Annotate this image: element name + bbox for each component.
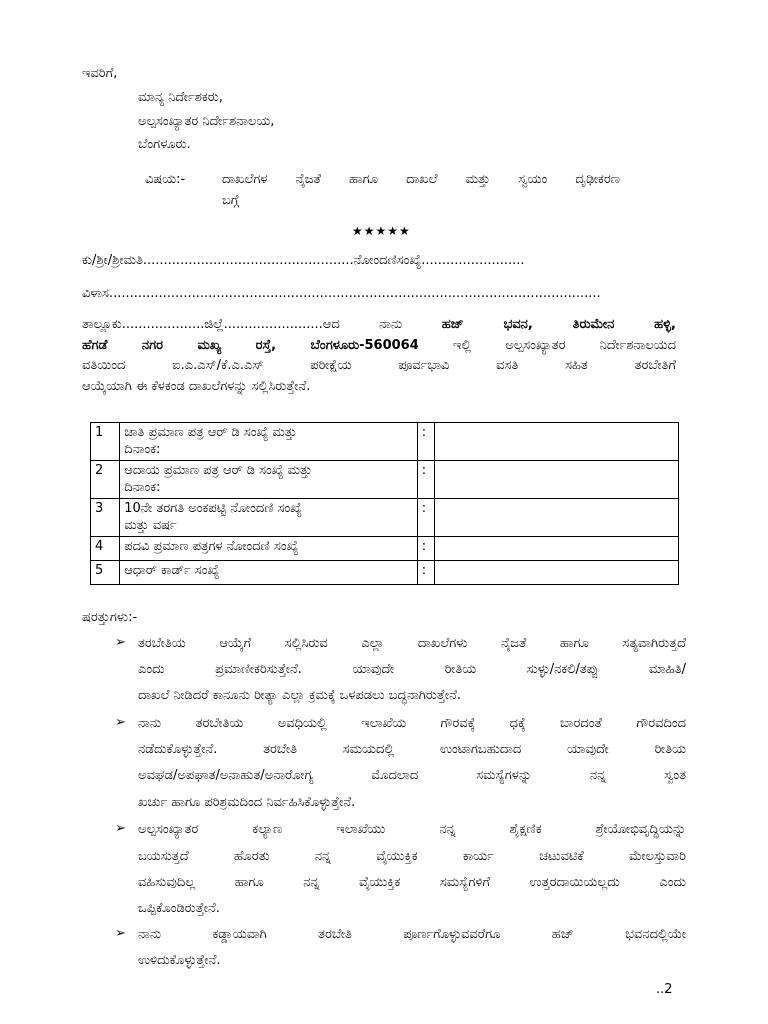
document-description — [120, 537, 418, 561]
document-description — [120, 461, 418, 499]
subject-line-2: ಬಗ್ಗೆ — [222, 193, 240, 208]
taluk-line — [82, 316, 676, 334]
entry-field[interactable] — [434, 423, 678, 461]
condition-2-line-4: ಖರ್ಚು ಹಾಗೂ ಪರಿಶ್ರಮದಿಂದ ನಿರ್ವಹಿಸಿಕೊಳ್ಳುತ್ತೇನೆ. — [138, 795, 356, 810]
address-line-3: ಬೆಂಗಳೂರು. — [138, 137, 191, 152]
row-number: 2 — [91, 461, 120, 499]
condition-4-line-2: ಉಳಿದುಕೊಳ್ಳುತ್ತೇನೆ. — [138, 953, 221, 968]
row-number: 4 — [91, 537, 120, 561]
haj-bhavan-address-bold: ಹಜ್ ಭವನ, ತಿರುಮೇನ ಹಳ್ಳಿ, — [441, 317, 676, 332]
condition-2-line-2: ನಡೆದುಕೊಳ್ಳುತ್ತೇನೆ. ತರಬೇತಿ ಸಮಯದಲ್ಲಿ ಉಂಟಾಗಬಹುದಾದ ಯಾವುದೇ ರೀತಿಯ — [138, 742, 686, 757]
subject-line-1: ದಾಖಲೆಗಳ ನೈಜತೆ ಹಾಗೂ ದಾಖಲೆ ಮತ್ತು ಸ್ವಯಂ ದೃಢೀಕರಣ — [222, 172, 620, 187]
condition-2-line-1: ನಾನು ತರಬೇತಿಯ ಅವಧಿಯಲ್ಲಿ ಇಲಾಖೆಯ ಗೌರವಕ್ಕೆ ಧಕ್ಕೆ ಬಾರದಂತೆ ಗೌರವದಿಂದ — [138, 716, 686, 731]
training-line: ವತಿಯಿಂದ ಐ.ಎ.ಎಸ್/ಕೆ.ಎ.ಎಸ್ ಪರೀಕ್ಷೆಯ ಪೂರ್ವಭಾವಿ ವಸತಿ ಸಹಿತ ತರಬೇತಿಗೆ — [82, 358, 676, 373]
document-description — [120, 423, 418, 461]
separator-stars: ★★★★★ — [352, 224, 411, 238]
description-line-1: 10ನೇ ತರಗತಿ ಅಂಕಪಟ್ಟಿ ನೋಂದಣಿ ಸಂಖ್ಯೆ — [124, 501, 303, 516]
bullet-arrow-icon: ➢ — [115, 821, 126, 836]
bullet-arrow-icon: ➢ — [115, 715, 126, 730]
colon-separator: : — [417, 561, 434, 585]
address-field-line: ವಿಳಾಸ....................................................................................................................... — [82, 286, 601, 301]
address-line-2: ಅಲ್ಪಸಂಖ್ಯಾತರ ನಿರ್ದೇಶನಾಲಯ, — [138, 114, 275, 129]
description-line-2: ಮತ್ತು ವರ್ಷ — [124, 518, 177, 533]
entry-field[interactable] — [434, 461, 678, 499]
colon-separator: : — [417, 537, 434, 561]
directorate-text: ಇಲ್ಲಿ ಅಲ್ಪಸಂಖ್ಯಾತರ ನಿರ್ದೇಶನಾಲಯದ — [452, 338, 676, 353]
description-line-2: ದಿನಾಂಕ: — [124, 480, 161, 495]
description-line-1: ಪದವಿ ಪ್ರಮಾಣ ಪತ್ರಗಳ ನೋಂದಣಿ ಸಂಖ್ಯೆ — [124, 539, 299, 554]
condition-4-line-1: ನಾನು ಕಡ್ಡಾಯವಾಗಿ ತರಬೇತಿ ಪೂರ್ಣಗೊಳ್ಳುವವರೆಗೂ ಹಜ್ ಭವನದಲ್ಲಿಯೇ — [138, 927, 686, 942]
condition-3-line-3: ವಹಿಸುವುದಿಲ್ಲ ಹಾಗೂ ನನ್ನ ವೈಯುಕ್ತಿಕ ಸಮಸ್ಯೆಗಳಿಗೆ ಉತ್ತರದಾಯಿಯಲ್ಲದು ಎಂದು — [138, 875, 686, 890]
addressee-heading: ಇವರಿಗೆ, — [82, 66, 118, 81]
condition-1-line-2: ಎಂದು ಪ್ರಮಾಣೀಕರಿಸುತ್ತೇನೆ. ಯಾವುದೇ ರೀತಿಯ ಸುಳ್ಳು/ನಕಲಿ/ತಪ್ಪು ಮಾಹಿತಿ/ — [138, 662, 686, 677]
condition-3-line-4: ಒಪ್ಪಿಕೊಂಡಿರುತ್ತೇನೆ. — [138, 901, 220, 916]
document-description — [120, 499, 418, 537]
address-line-1: ಮಾನ್ಯ ನಿರ್ದೇಶಕರು, — [138, 90, 223, 105]
table-row — [91, 461, 679, 499]
entry-field[interactable] — [434, 499, 678, 537]
table-row — [91, 499, 679, 537]
table-row — [91, 423, 679, 461]
condition-3-line-2: ಬಯಸುತ್ತದೆ ಹೊರತು ನನ್ನ ವೈಯುಕ್ತಿಕ ಕಾರ್ಯ ಚಟುವಟಿಕೆ ಮೇಲಸ್ತುವಾರಿ — [138, 849, 686, 864]
condition-1-line-3: ದಾಖಲೆ ನೀಡಿದರೆ ಕಾನೂನು ರೀತ್ಯಾ ಎಲ್ಲಾ ಕ್ರಮಕ್ಕೆ ಒಳಪಡಲು ಬದ್ಧನಾಗಿರುತ್ತೇನೆ. — [138, 688, 462, 703]
row-number: 5 — [91, 561, 120, 585]
colon-separator: : — [417, 461, 434, 499]
colon-separator: : — [417, 499, 434, 537]
taluk-district-text: ತಾಲ್ಲೂಕು....................ಜಿಲ್ಲೆ........................ಆದ ನಾನು — [82, 317, 403, 332]
bullet-arrow-icon: ➢ — [115, 926, 126, 941]
entry-field[interactable] — [434, 537, 678, 561]
row-number: 3 — [91, 499, 120, 537]
subject-label: ವಿಷಯ:- — [145, 172, 186, 187]
condition-1-line-1: ತರಬೇತಿಯ ಆಯ್ಕೆಗೆ ಸಲ್ಲಿಸಿರುವ ಎಲ್ಲಾ ದಾಖಲೆಗಳು ನೈಜತೆ ಹಾಗೂ ಸತ್ಯವಾಗಿರುತ್ತದೆ — [138, 636, 686, 651]
colon-separator: : — [417, 423, 434, 461]
hegde-address-bold: ಹೆಗಡೆ ನಗರ ಮಖ್ಯ ರಸ್ತೆ, ಬೆಂಗಳೂರು-560064 — [82, 338, 419, 353]
name-registration-line: ಕು/ಶ್ರೀ/ಶ್ರೀಮತಿ...................................................ನೋಂದಣಿಸಂಖ್ಯೆ......................... — [82, 253, 525, 268]
description-line-1: ಆದಾಯ ಪ್ರಮಾಣ ಪತ್ರ ಆರ್ ಡಿ ಸಂಖ್ಯೆ ಮತ್ತು — [124, 463, 313, 478]
submission-line: ಆಯ್ಕೆಯಾಗಿ ಈ ಕೆಳಕಂಡ ದಾಖಲೆಗಳನ್ನು ಸಲ್ಲಿಸಿರುತ್ತೇನೆ. — [82, 379, 311, 394]
description-line-2: ದಿನಾಂಕ: — [124, 442, 161, 457]
table-row — [91, 561, 679, 585]
document-description — [120, 561, 418, 585]
documents-table — [90, 422, 679, 585]
bullet-arrow-icon: ➢ — [115, 635, 126, 650]
table-row — [91, 537, 679, 561]
page-number: ..2 — [656, 982, 673, 997]
description-line-1: ಜಾತಿ ಪ್ರಮಾಣ ಪತ್ರ ಆರ್ ಡಿ ಸಂಖ್ಯೆ ಮತ್ತು — [124, 425, 297, 440]
conditions-heading: ಷರತ್ತುಗಳು:- — [82, 610, 138, 625]
row-number: 1 — [91, 423, 120, 461]
description-line-1: ಆಧಾರ್ ಕಾರ್ಡ್ ಸಂಖ್ಯೆ — [124, 563, 220, 578]
entry-field[interactable] — [434, 561, 678, 585]
condition-3-line-1: ಅಲ್ಪಸಂಖ್ಯಾತರ ಕಲ್ಯಾಣ ಇಲಾಖೆಯು ನನ್ನ ಶೈಕ್ಷಣಿಕ ಶ್ರೇಯೋಭಿವೃದ್ಧಿಯನ್ನು — [138, 822, 686, 837]
condition-2-line-3: ಅವಘಡ/ಅಪಘಾತ/ಅನಾಹುತ/ಅನಾರೋಗ್ಯ ಮೊದಲಾದ ಸಮಸ್ಯೆಗಳನ್ನು ನನ್ನ ಸ್ವಂತ — [138, 768, 686, 783]
hegde-line — [82, 337, 676, 355]
